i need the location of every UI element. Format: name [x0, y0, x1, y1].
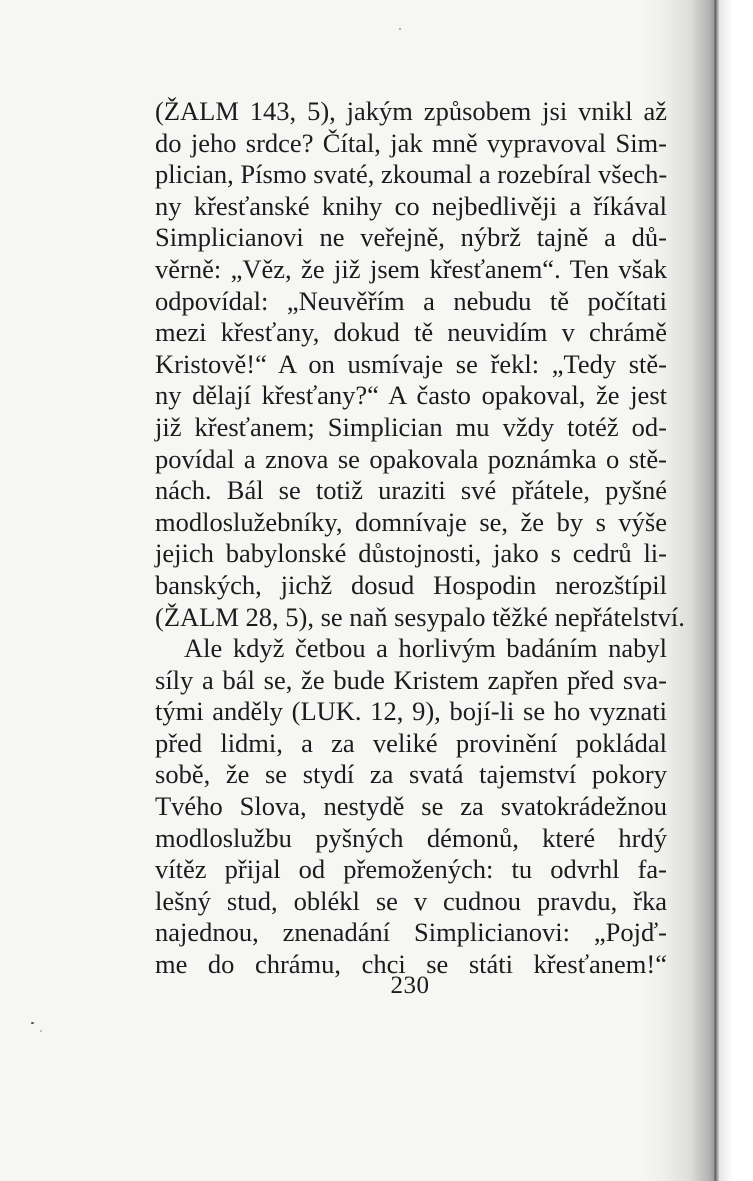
text-line: ny křesťanské knihy co nejbedlivěji a říkával: [155, 190, 667, 221]
text-line: do jeho srdce? Čítal, jak mně vypravoval Sim-: [155, 127, 667, 158]
text-line: modloslužbu pyšných démonů, které hrdý: [155, 822, 667, 853]
text-line: tými anděly (LUK. 12, 9), bojí-li se ho vyznati: [155, 696, 667, 727]
text-line: Simplicianovi ne veřejně, nýbrž tajně a dů-: [155, 222, 667, 253]
text-line: mezi křesťany, dokud tě neuvidím v chrámě: [155, 317, 667, 348]
text-line: me do chrámu, chci se státi křesťanem!“: [155, 949, 667, 980]
text-line: věrně: „Věz, že již jsem křesťanem“. Ten však: [155, 253, 667, 284]
text-line: již křesťanem; Simplician mu vždy totéž od-: [155, 411, 667, 442]
body-text: [155, 96, 685, 981]
text-line: povídal a znova se opakovala poznámka o stě-: [155, 443, 667, 474]
text-line: odpovídal: „Neuvěřím a nebudu tě počítati: [155, 285, 667, 316]
text-line: plician, Písmo svaté, zkoumal a rozebíral všech-: [155, 159, 668, 190]
text-line: sobě, že se stydí za svatá tajemství pokory: [155, 759, 667, 790]
text-line: nách. Bál se totiž uraziti své přátele, pyšné: [155, 475, 667, 506]
paper-speck: [31, 1022, 34, 1024]
text-line: lešný stud, oblékl se v cudnou pravdu, řka: [155, 885, 667, 916]
paper-speck: [40, 1030, 42, 1032]
text-line: banských, jichž dosud Hospodin nerozštípil: [155, 569, 667, 600]
paragraph-start-line: Ale když četbou a horlivým badáním nabyl: [184, 633, 667, 664]
text-line: vítěz přijal od přemožených: tu odvrhl fa-: [155, 854, 667, 885]
page-spine-shadow: [714, 0, 717, 1181]
text-line: před lidmi, a za veliké provinění pokládal: [155, 727, 667, 758]
paper-speck: [399, 28, 401, 30]
text-line: najednou, znenadání Simplicianovi: „Pojď-: [155, 917, 667, 948]
page-number: 230: [390, 972, 430, 999]
page-edge-margin: [719, 0, 753, 1181]
text-line: (ŽALM 143, 5), jakým způsobem jsi vnikl až: [155, 96, 667, 126]
text-line: síly a bál se, že bude Kristem zapřen před sva-: [155, 664, 667, 695]
text-line: Tvého Slova, nestydě se za svatokrádežnou: [155, 791, 667, 822]
text-line: jejich babylonské důstojnosti, jako s cedrů li-: [155, 538, 667, 569]
text-line: Kristově!“ A on usmívaje se řekl: „Tedy stě-: [155, 348, 667, 379]
paragraph-end-line: (ŽALM 28, 5), se naň sesypalo těžké nepřátelství.: [155, 601, 685, 632]
text-line: modloslužebníky, domnívaje se, že by s výše: [155, 506, 667, 537]
text-line: ny dělají křesťany?“ A často opakoval, že jest: [155, 380, 667, 411]
